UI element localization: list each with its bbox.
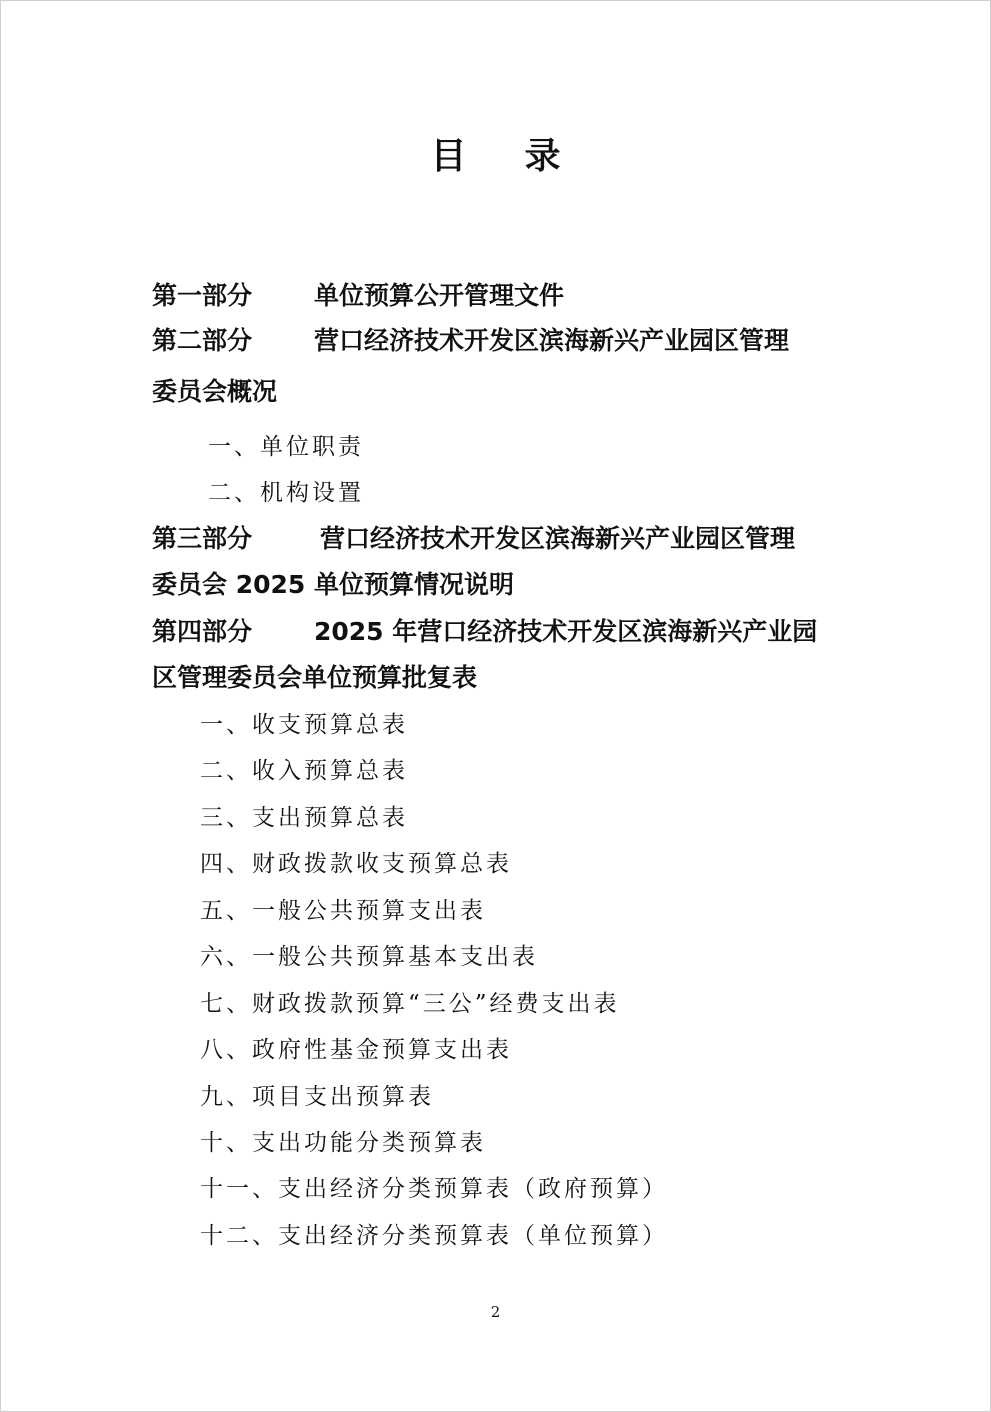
- part-label: 第一部分: [152, 281, 253, 310]
- toc-subitem[interactable]: 九、项目支出预算表: [200, 1084, 434, 1110]
- toc-subitem[interactable]: 十一、支出经济分类预算表（政府预算）: [200, 1176, 668, 1202]
- toc-subitem[interactable]: 二、收入预算总表: [200, 758, 408, 784]
- toc-part-2[interactable]: [152, 324, 789, 358]
- part-text: 营口经济技术开发区滨海新兴产业园区管理: [320, 524, 796, 553]
- toc-subitem[interactable]: 七、财政拨款预算“三公”经费支出表: [200, 991, 620, 1017]
- toc-subitem[interactable]: 一、收支预算总表: [200, 712, 408, 738]
- part-label: 第四部分: [152, 617, 253, 646]
- part-text: 2025 年营口经济技术开发区滨海新兴产业园: [314, 617, 818, 646]
- toc-subitem[interactable]: 四、财政拨款收支预算总表: [200, 851, 512, 877]
- toc-subitem[interactable]: 一、单位职责: [208, 434, 364, 460]
- toc-part-2-continuation: 委员会概况: [152, 377, 278, 406]
- toc-part-4-continuation: 区管理委员会单位预算批复表: [152, 663, 478, 692]
- toc-subitem[interactable]: 六、一般公共预算基本支出表: [200, 944, 538, 970]
- page-title: [0, 128, 991, 179]
- page-number: 2: [490, 1303, 501, 1321]
- part-label: 第三部分: [152, 524, 253, 553]
- toc-part-1[interactable]: [152, 279, 564, 313]
- toc-subitem[interactable]: 十二、支出经济分类预算表（单位预算）: [200, 1223, 668, 1249]
- title-char-1: 目: [430, 136, 467, 177]
- toc-subitem[interactable]: 三、支出预算总表: [200, 805, 408, 831]
- toc-part-3-continuation: 委员会 2025 单位预算情况说明: [152, 570, 514, 599]
- title-char-2: 录: [524, 136, 561, 177]
- toc-part-4[interactable]: [152, 615, 817, 649]
- toc-part-3[interactable]: [152, 522, 795, 556]
- toc-subitem[interactable]: 二、机构设置: [208, 480, 364, 506]
- part-label: 第二部分: [152, 326, 253, 355]
- part-text: 单位预算公开管理文件: [314, 281, 565, 310]
- toc-subitem[interactable]: 八、政府性基金预算支出表: [200, 1037, 512, 1063]
- toc-subitem[interactable]: 五、一般公共预算支出表: [200, 898, 486, 924]
- toc-subitem[interactable]: 十、支出功能分类预算表: [200, 1130, 486, 1156]
- part-text: 营口经济技术开发区滨海新兴产业园区管理: [314, 326, 790, 355]
